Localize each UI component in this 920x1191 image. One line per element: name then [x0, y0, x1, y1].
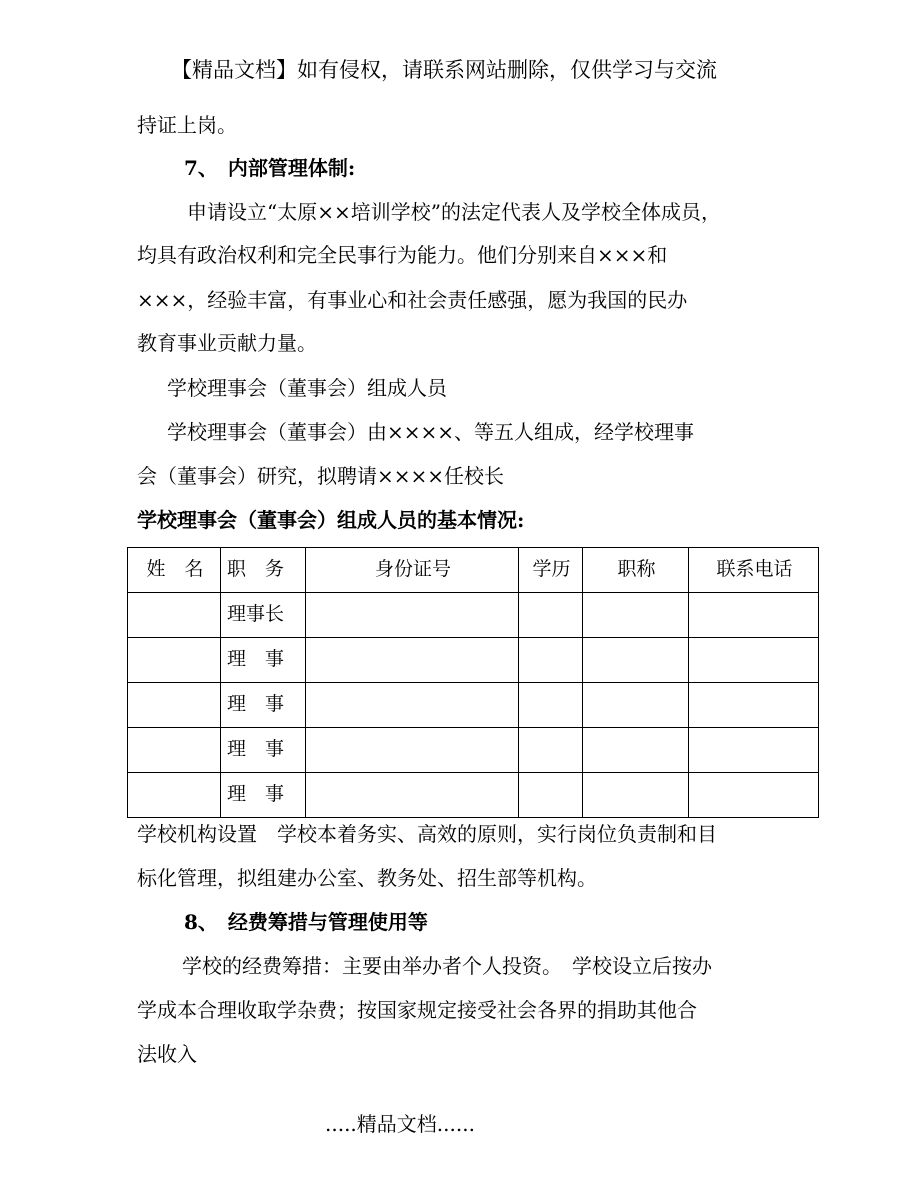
table-row [128, 773, 819, 818]
paragraph-line: 标化管理，拟组建办公室、教务处、招生部等机构。 [137, 866, 597, 890]
table-cell [583, 773, 689, 818]
table-cell [519, 593, 583, 638]
table-cell [128, 728, 221, 773]
table-cell: 理 事 [221, 728, 306, 773]
table-cell [689, 683, 819, 728]
table-cell [583, 728, 689, 773]
members-table [127, 547, 819, 818]
table-cell [689, 638, 819, 683]
table-cell [128, 638, 221, 683]
table-cell [306, 683, 519, 728]
paragraph-line: 法收入 [137, 1042, 197, 1066]
table-cell [689, 593, 819, 638]
table-cell [128, 773, 221, 818]
paragraph-line: 学校机构设置 学校本着务实、高效的原则，实行岗位负责制和目 [137, 822, 717, 846]
table-cell: 理 事 [221, 638, 306, 683]
table-cell [519, 683, 583, 728]
paragraph-line: 教育事业贡献力量。 [137, 331, 317, 355]
header-cell-position: 职 务 [221, 548, 306, 593]
table-cell [519, 638, 583, 683]
paragraph-line: 学校理事会（董事会）组成人员 [167, 376, 447, 400]
paragraph-line: 学成本合理收取学杂费；按国家规定接受社会各界的捐助其他合 [137, 998, 697, 1022]
paragraph-line: 持证上岗。 [137, 113, 237, 137]
table-cell [519, 773, 583, 818]
table-row [128, 593, 819, 638]
table-cell [306, 638, 519, 683]
page-footer: .....精品文档...... [325, 1112, 475, 1136]
table-cell [128, 593, 221, 638]
header-cell-title: 职称 [583, 548, 689, 593]
table-cell [306, 773, 519, 818]
section-heading-8: 8、 经费筹措与管理使用等 [184, 910, 428, 934]
table-row [128, 728, 819, 773]
paragraph-line: 学校的经费筹措：主要由举办者个人投资。 学校设立后按办 [182, 954, 712, 978]
table-cell [306, 728, 519, 773]
table-cell [128, 683, 221, 728]
table-row [128, 638, 819, 683]
section-heading-7: 7、 内部管理体制: [184, 156, 356, 180]
header-cell-id-number: 身份证号 [306, 548, 519, 593]
table-cell: 理 事 [221, 773, 306, 818]
table-cell [689, 728, 819, 773]
table-row [128, 683, 819, 728]
table-cell [583, 593, 689, 638]
table-cell [519, 728, 583, 773]
header-cell-education: 学历 [519, 548, 583, 593]
table-cell: 理事长 [221, 593, 306, 638]
header-cell-name: 姓 名 [128, 548, 221, 593]
table-cell [583, 683, 689, 728]
table-cell [583, 638, 689, 683]
paragraph-line: 申请设立“太原××培训学校”的法定代表人及学校全体成员， [187, 200, 721, 224]
paragraph-line: 会（董事会）研究，拟聘请××××任校长 [137, 464, 505, 488]
table-cell: 理 事 [221, 683, 306, 728]
paragraph-line: 均具有政治权利和完全民事行为能力。他们分别来自×××和 [137, 243, 668, 267]
table-title: 学校理事会（董事会）组成人员的基本情况: [137, 508, 525, 532]
paragraph-line: ×××，经验丰富，有事业心和社会责任感强，愿为我国的民办 [137, 288, 688, 312]
paragraph-line: 学校理事会（董事会）由××××、等五人组成，经学校理事 [167, 420, 695, 444]
table-cell [306, 593, 519, 638]
table-header-row [128, 548, 819, 593]
table-cell [689, 773, 819, 818]
page-header: 【精品文档】如有侵权，请联系网站删除，仅供学习与交流 [171, 58, 717, 82]
header-cell-phone: 联系电话 [689, 548, 819, 593]
